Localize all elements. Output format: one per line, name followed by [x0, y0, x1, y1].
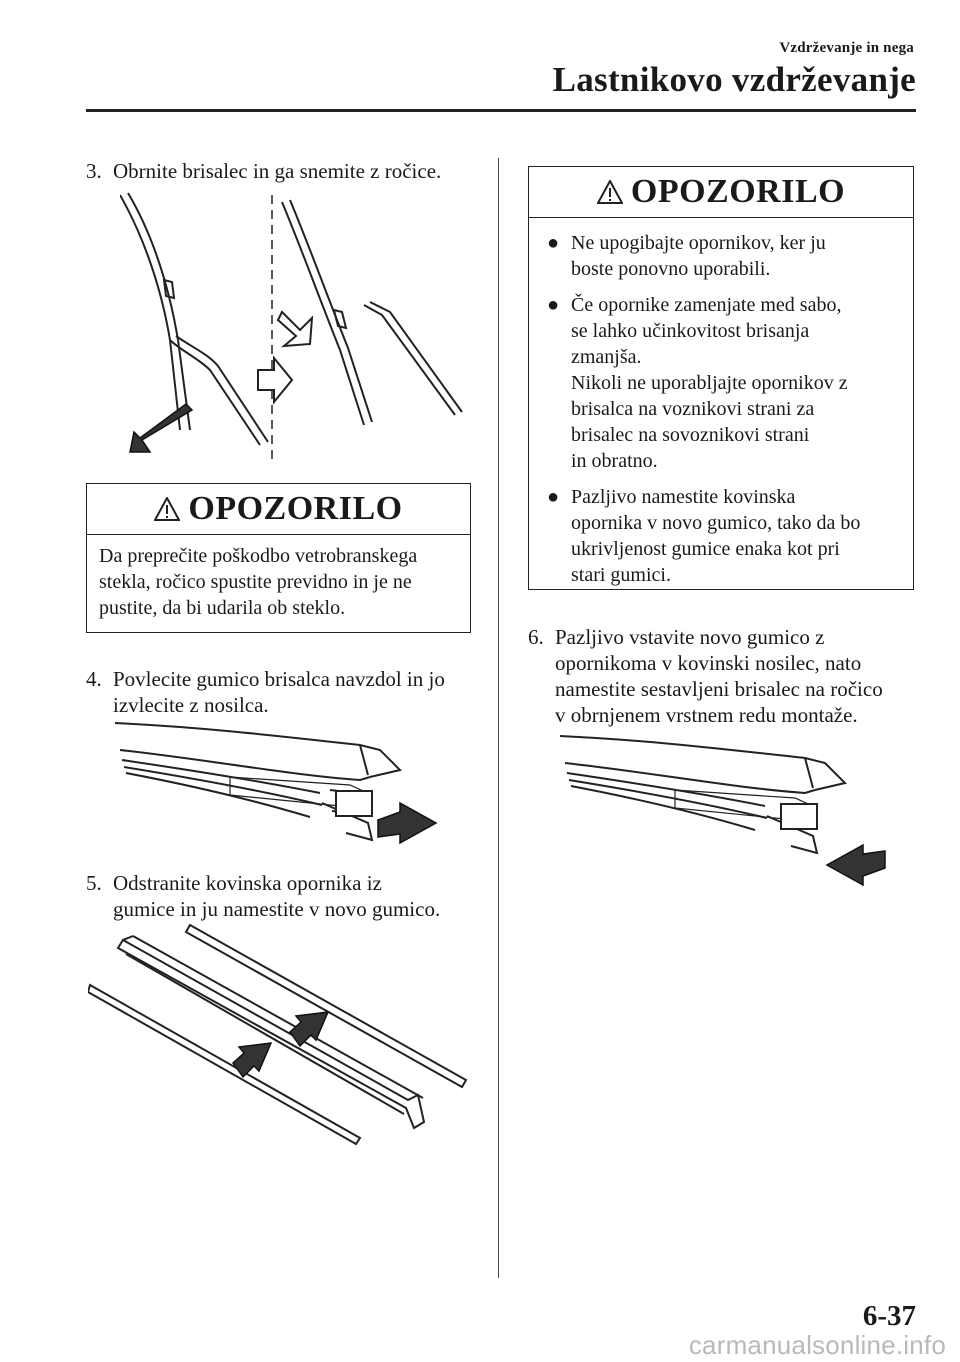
warning-box-2	[528, 166, 914, 590]
warning-item-line: brisalec na sovoznikovi strani	[571, 424, 810, 446]
warning-item-line: Ne upogibajte opornikov, ker ju	[571, 232, 826, 254]
warning-item-line: brisalca na voznikovi strani za	[571, 398, 815, 420]
warning-list-item	[541, 292, 901, 474]
rubber-pull-illustration	[110, 715, 450, 860]
warning-box-2-body	[529, 218, 913, 606]
step-4	[86, 666, 486, 718]
warning-list-item	[541, 484, 901, 588]
warning-item-line: zmanjša.	[571, 346, 642, 368]
warning-list-item	[541, 230, 901, 282]
step-3	[86, 158, 486, 184]
step-4-number: 4.	[86, 667, 102, 691]
step-6-text: v obrnjenem vrstnem redu montaže.	[555, 703, 858, 727]
wiper-removal-illustration	[120, 190, 470, 470]
warning-triangle-icon	[154, 497, 180, 521]
page-number: 6-37	[862, 1300, 916, 1332]
warning-item-line: se lahko učinkovitost brisanja	[571, 320, 810, 342]
pull-direction-arrow	[378, 803, 436, 843]
warning-item-line: in obratno.	[571, 450, 658, 472]
warning-item-line: opornika v novo gumico, tako da bo	[571, 512, 861, 534]
warning-1-line: stekla, ročico spustite previdno in je ne	[99, 571, 412, 593]
step-4-text: izvlecite z nosilca.	[113, 693, 269, 717]
step-6	[528, 624, 928, 728]
step-5-text: Odstranite kovinska opornika iz	[113, 871, 382, 895]
warning-item-line: Pazljivo namestite kovinska	[571, 486, 796, 508]
watermark: carmanualsonline.info	[688, 1330, 946, 1360]
warning-item-line: boste ponovno uporabili.	[571, 258, 771, 280]
rubber-insert-illustration	[555, 728, 895, 888]
step-6-text: opornikoma v kovinski nosilec, nato	[555, 651, 862, 675]
pull-down-arrow	[130, 404, 192, 452]
insert-arrow-2	[233, 1043, 271, 1077]
warning-item-line: Nikoli ne uporabljajte opornikov z	[571, 372, 848, 394]
step-6-text: namestite sestavljeni brisalec na ročico	[555, 677, 883, 701]
stiffeners-illustration	[88, 920, 473, 1150]
chapter-title: Lastnikovo vzdrževanje	[552, 60, 916, 99]
step-6-number: 6.	[528, 625, 544, 649]
step-4-text: Povlecite gumico brisalca navzdol in jo	[113, 667, 445, 691]
bullet-icon: ●	[547, 232, 560, 254]
warning-triangle-icon	[597, 180, 623, 204]
step-5-text: gumice in ju namestite v novo gumico.	[113, 897, 441, 921]
warning-item-line: Če opornike zamenjate med sabo,	[571, 294, 842, 316]
warning-title: OPOZORILO	[188, 490, 403, 527]
step-6-text: Pazljivo vstavite novo gumico z	[555, 625, 825, 649]
warning-1-line: Da preprečite poškodbo vetrobranskega	[99, 545, 418, 567]
insert-direction-arrow	[827, 845, 885, 885]
step-3-number: 3.	[86, 159, 102, 183]
next-step-arrow	[258, 358, 292, 402]
step-5-number: 5.	[86, 871, 102, 895]
warning-1-line: pustite, da bi udarila ob steklo.	[99, 597, 346, 619]
warning-box-1-header	[87, 484, 470, 535]
warning-box-2-header	[529, 167, 913, 218]
bullet-icon: ●	[547, 486, 560, 508]
warning-box-1-body	[87, 535, 470, 629]
step-5	[86, 870, 486, 922]
warning-box-1	[86, 483, 471, 633]
step-3-text: Obrnite brisalec in ga snemite z ročice.	[113, 159, 442, 183]
warning-item-line: ukrivljenost gumice enaka kot pri	[571, 538, 840, 560]
warning-item-line: stari gumici.	[571, 564, 671, 586]
warning-list	[541, 230, 901, 588]
section-label: Vzdrževanje in nega	[779, 40, 914, 56]
column-divider	[498, 158, 499, 1278]
rotate-arrow	[278, 312, 312, 346]
warning-title: OPOZORILO	[630, 173, 846, 210]
header-rule	[86, 109, 916, 112]
bullet-icon: ●	[547, 294, 560, 316]
